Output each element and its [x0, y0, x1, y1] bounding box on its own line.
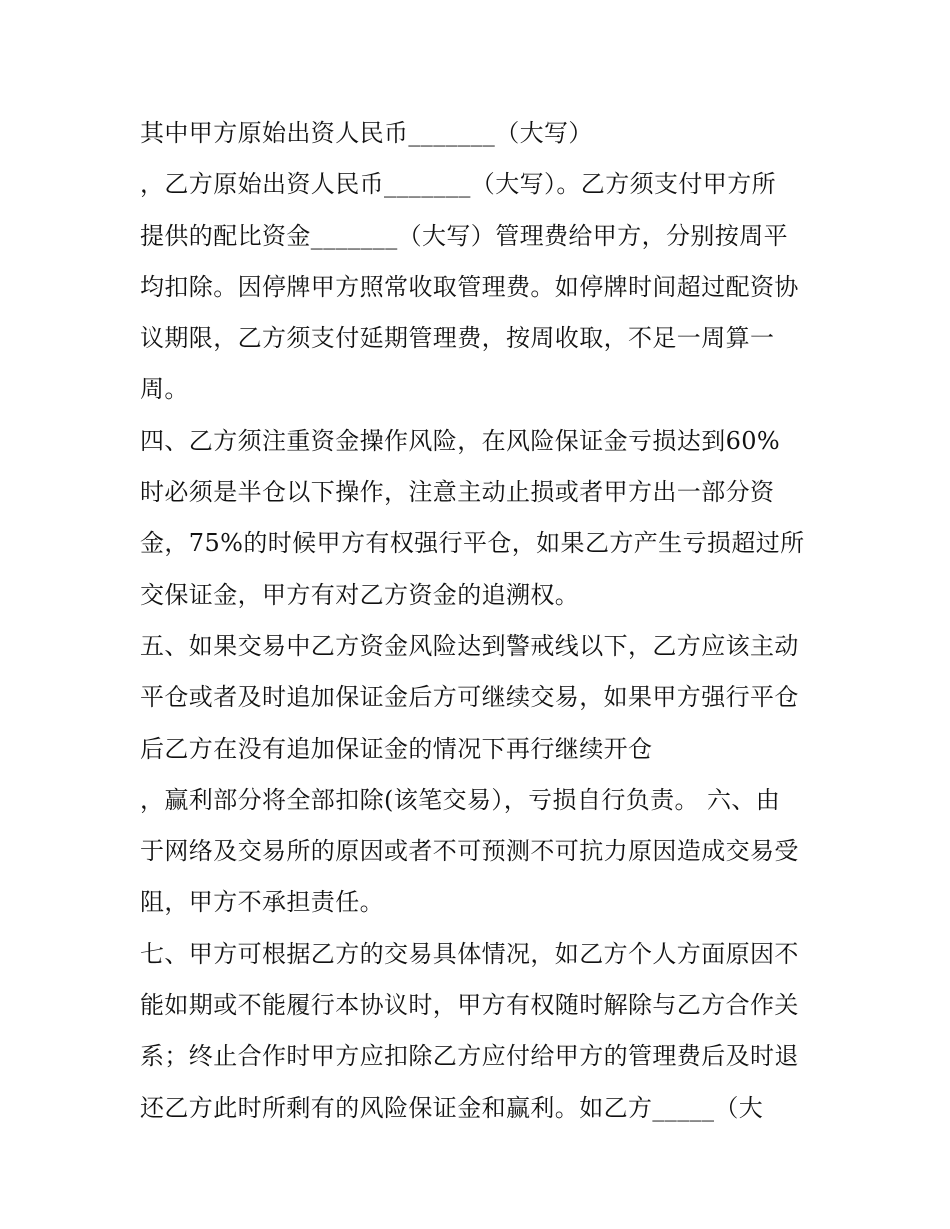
text-line: 其中甲方原始出资人民币_______（大写）	[140, 119, 593, 147]
text-line: 四、乙方须注重资金操作风险，在风险保证金亏损达到60%	[140, 426, 781, 455]
text-line: 系；终止合作时甲方应扣除乙方应付给甲方的管理费后及时退	[140, 1042, 799, 1071]
text-line: 后乙方在没有追加保证金的情况下再行继续开仓	[140, 734, 653, 763]
text-line: 交保证金，甲方有对乙方资金的追溯权。	[140, 580, 580, 609]
text-line: 平仓或者及时追加保证金后方可继续交易，如果甲方强行平仓	[140, 683, 799, 712]
text-line: 五、如果交易中乙方资金风险达到警戒线以下，乙方应该主动	[140, 631, 799, 660]
text-line: ，赢利部分将全部扣除(该笔交易），亏损自行负责。 六、由	[140, 785, 781, 814]
text-line: 于网络及交易所的原因或者不可预测不可抗力原因造成交易受	[140, 837, 799, 866]
text-line: 时必须是半仓以下操作，注意主动止损或者甲方出一部分资	[140, 478, 775, 507]
text-line: 议期限，乙方须支付延期管理费，按周收取，不足一周算一	[140, 324, 775, 353]
text-line: 还乙方此时所剩有的风险保证金和赢利。如乙方_____（大	[140, 1093, 764, 1122]
text-line: 周。	[140, 375, 189, 404]
text-line: 七、甲方可根据乙方的交易具体情况，如乙方个人方面原因不	[140, 939, 799, 968]
text-line: 提供的配比资金_______（大写）管理费给甲方，分别按周平	[140, 221, 788, 250]
text-line: 阻，甲方不承担责任。	[140, 888, 384, 917]
text-line: 均扣除。因停牌甲方照常收取管理费。如停牌时间超过配资协	[140, 272, 799, 301]
text-line: 能如期或不能履行本协议时，甲方有权随时解除与乙方合作关	[140, 991, 799, 1020]
text-line: 金，75%的时候甲方有权强行平仓，如果乙方产生亏损超过所	[140, 529, 805, 558]
contract-text	[140, 108, 820, 1134]
text-line: ，乙方原始出资人民币_______（大写）。乙方须支付甲方所	[140, 170, 776, 199]
